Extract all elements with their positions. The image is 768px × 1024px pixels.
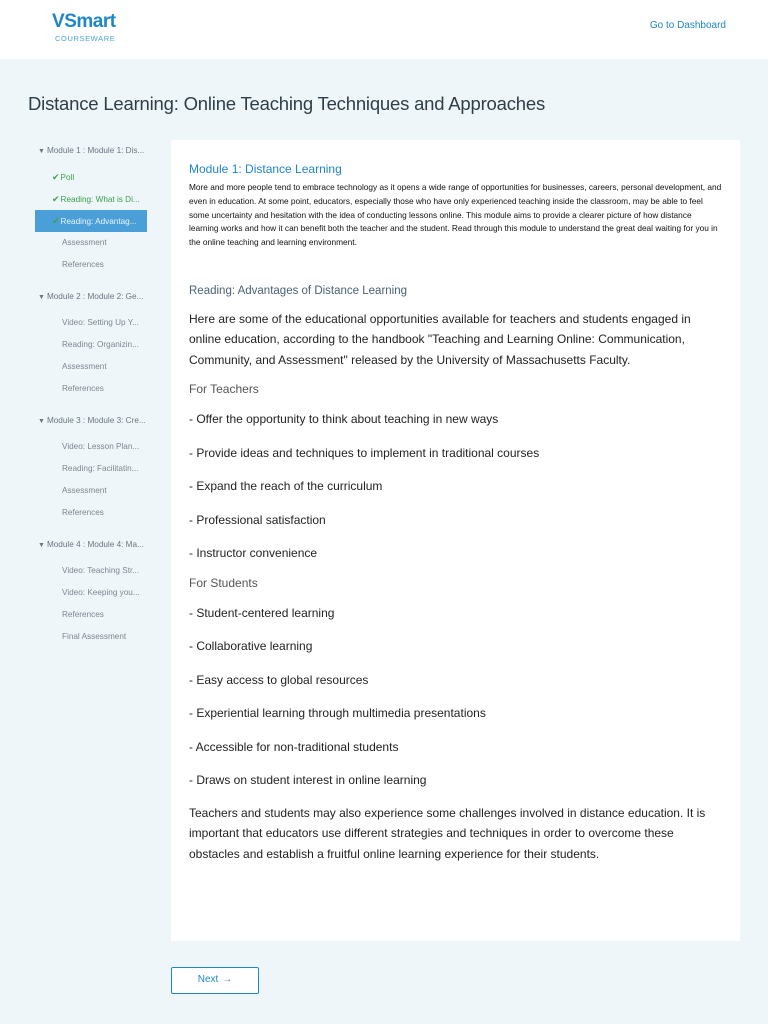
- sidebar-item-label: Video: Lesson Plan...: [62, 442, 140, 451]
- list-item: - Easy access to global resources: [189, 672, 369, 687]
- sidebar-item-label: Assessment: [62, 238, 107, 247]
- list-item: - Accessible for non-traditional students: [189, 739, 399, 754]
- students-heading: For Students: [189, 575, 258, 590]
- sidebar-item[interactable]: [35, 458, 147, 480]
- sidebar-item-label: Reading: What is Di...: [60, 195, 140, 204]
- sidebar-item[interactable]: [35, 356, 147, 378]
- sidebar-item[interactable]: [35, 312, 147, 334]
- sidebar-item[interactable]: [35, 560, 147, 582]
- sidebar-item-label: Video: Setting Up Y...: [62, 318, 139, 327]
- sidebar-item-label: Reading: Facilitatin...: [62, 464, 139, 473]
- module-title: Module 1: Distance Learning: [189, 162, 342, 176]
- list-item: - Collaborative learning: [189, 639, 313, 654]
- content-panel: [171, 140, 740, 941]
- caret-down-icon: ▼: [38, 542, 45, 549]
- module-header-label: Module 4 : Module 4: Ma...: [46, 540, 144, 549]
- module-description: More and more people tend to embrace technology as it opens a wide range of opportunities for businesses, careers, personal development, and even in education. At some point, educators, especially those who have only experienced teaching inside the classroom, may be able to feel some uncertainty and hesitation with the idea of conducting lessons online. This module aims to provide a clearer picture of how distance learning works and how it can benefit both the teacher and the student. Read through this module to understand the great deal waiting for you in the online teaching and learning environment.: [189, 182, 722, 248]
- sidebar-item-label: References: [62, 384, 104, 393]
- teacher-points-list: [189, 409, 722, 564]
- list-item: - Experiential learning through multimedia presentations: [189, 706, 486, 721]
- list-item: - Offer the opportunity to think about teaching in new ways: [189, 412, 499, 427]
- module-header-label: Module 2 : Module 2: Ge...: [46, 292, 144, 301]
- list-item: - Draws on student interest in online learning: [189, 773, 427, 788]
- sidebar-item-label: References: [62, 610, 104, 619]
- module-items-4: [35, 556, 147, 658]
- sidebar-item[interactable]: [35, 378, 147, 400]
- logo-mark: V: [52, 11, 65, 32]
- sidebar-item[interactable]: [35, 502, 147, 524]
- reading-intro: Here are some of the educational opportunities available for teachers and students engaged in online education, according to the handbook "Teaching and Learning Online: Communication, Community, and Assessment" released by the University of Massachusetts Faculty.: [189, 311, 691, 367]
- sidebar-item[interactable]: [35, 166, 147, 188]
- closing-paragraph: Teachers and students may also experience some challenges involved in distance education. It is important that educators use different strategies and techniques in order to overcome these obstacles and establish a fruitful online learning experience for their students.: [189, 805, 706, 861]
- logo-text: Smart: [64, 11, 116, 32]
- sidebar-item-label: Assessment: [62, 362, 107, 371]
- sidebar-item-label: Video: Keeping you...: [62, 588, 140, 597]
- list-item: - Expand the reach of the curriculum: [189, 479, 383, 494]
- checkmark-icon: ✔: [52, 172, 60, 182]
- caret-down-icon: ▼: [38, 148, 45, 155]
- list-item: - Instructor convenience: [189, 546, 318, 561]
- list-item: - Professional satisfaction: [189, 512, 326, 527]
- teachers-heading: For Teachers: [189, 382, 259, 397]
- sidebar-item[interactable]: [35, 436, 147, 458]
- module-header-2[interactable]: [35, 286, 147, 308]
- student-points-list: [189, 603, 722, 791]
- sidebar-item[interactable]: [35, 232, 147, 254]
- next-label: Next: [197, 974, 219, 985]
- sidebar-item-label: References: [62, 508, 104, 517]
- module-header-1[interactable]: [35, 140, 147, 162]
- sidebar-item[interactable]: [35, 480, 147, 502]
- checkmark-icon: ✔: [52, 194, 60, 204]
- vsmart-logo[interactable]: [52, 11, 122, 45]
- caret-down-icon: ▼: [38, 418, 45, 425]
- module-items-2: [35, 308, 147, 410]
- sidebar-item-label: Reading: Organizin...: [62, 340, 139, 349]
- sidebar-item[interactable]: [35, 334, 147, 356]
- module-items-3: [35, 432, 147, 534]
- sidebar-item[interactable]: [35, 604, 147, 626]
- sidebar-item-label: Reading: Advantag...: [60, 217, 137, 226]
- sidebar-item-label: References: [62, 260, 104, 269]
- sidebar-item[interactable]: [35, 188, 147, 210]
- sidebar-item-label: Video: Teaching Str...: [62, 566, 140, 575]
- module-items-1: [35, 162, 147, 286]
- page-title: Distance Learning: Online Teaching Techniques and Approaches: [28, 93, 545, 114]
- sidebar-item[interactable]: [35, 582, 147, 604]
- list-item: - Provide ideas and techniques to implement in traditional courses: [189, 445, 540, 460]
- logo-subtext: COURSEWARE: [55, 34, 116, 43]
- caret-down-icon: ▼: [38, 294, 45, 301]
- sidebar-item-label: Poll: [60, 173, 75, 182]
- arrow-right-icon: →: [222, 974, 233, 985]
- sidebar-item-label: Final Assessment: [62, 632, 127, 641]
- sidebar-item[interactable]: [35, 626, 147, 648]
- next-button[interactable]: [171, 967, 259, 994]
- module-sidebar: [35, 140, 147, 658]
- module-header-label: Module 3 : Module 3: Cre...: [46, 416, 146, 425]
- list-item: - Student-centered learning: [189, 605, 335, 620]
- module-header-label: Module 1 : Module 1: Dis...: [46, 146, 145, 155]
- sidebar-item-label: Assessment: [62, 486, 107, 495]
- module-header-4[interactable]: [35, 534, 147, 556]
- sidebar-item[interactable]: [35, 210, 147, 232]
- checkmark-icon: ✔: [52, 216, 60, 226]
- top-bar: [0, 0, 768, 59]
- module-header-3[interactable]: [35, 410, 147, 432]
- go-to-dashboard-link[interactable]: Go to Dashboard: [649, 20, 726, 31]
- sidebar-item[interactable]: [35, 254, 147, 276]
- reading-title: Reading: Advantages of Distance Learning: [189, 284, 408, 297]
